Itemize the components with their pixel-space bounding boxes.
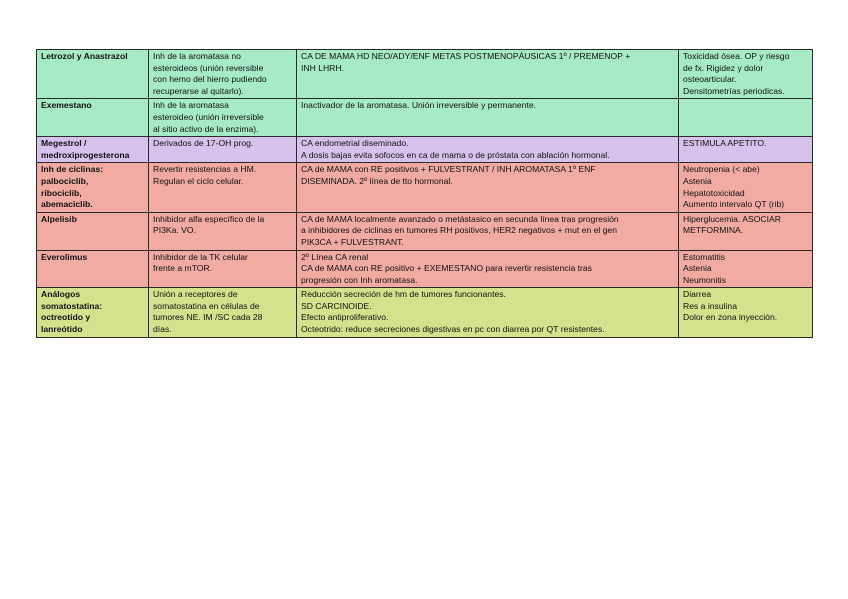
cell-line: frente a mTOR. (153, 263, 213, 274)
cell-line: octreotido y (41, 312, 91, 323)
cell-line: Hiperglucemia. ASOCIAR (683, 213, 781, 224)
cell-line: lanreótido (41, 324, 83, 335)
cell-line: Everolimus (41, 251, 88, 262)
cell-line: PI3Ka. VO. (153, 225, 196, 236)
cell-line: Toxicidad ósea. OP y riesgo (683, 51, 790, 61)
cell-line: PIK3CA + FULVESTRANT. (301, 236, 404, 247)
cell-line: Inhibidor de la TK celular (153, 251, 248, 262)
cell-line: Aumento intervalo QT (rib) (683, 199, 785, 210)
cell-line: palbociclib, (41, 175, 89, 186)
cell-line: Res a insulina (683, 300, 737, 311)
cell-line: Astenia (683, 175, 712, 186)
table-row-somatostatina (37, 288, 813, 337)
cell-line: METFORMINA. (683, 225, 744, 236)
cell-line: Dolor en zona inyección. (683, 312, 778, 323)
table-row-letrozol (37, 50, 813, 99)
cell-line: esteroideos (unión reversible (153, 62, 264, 73)
drug-name-cell (37, 50, 149, 99)
cell-line: Alpelisib (41, 213, 77, 224)
table-row-exemestano (37, 99, 813, 137)
indication-cell (297, 163, 679, 212)
cell-line: Neutropenia (< abe) (683, 164, 760, 175)
cell-line: Inh de ciclinas: (41, 164, 104, 175)
cell-line: CA de MAMA con RE positivos + FULVESTRANT / INH AROMATASA 1º ENF (301, 164, 596, 175)
adverse-effects-cell (679, 50, 813, 99)
cell-line: Letrozol y Anastrazol (41, 51, 128, 61)
cell-line: 2º Línea CA renal (301, 251, 369, 262)
cell-line: Astenia (683, 263, 712, 274)
mechanism-cell (149, 250, 297, 288)
cell-line: A dosis bajas evita sofocos en ca de mama o de próstata con ablación hormonal. (301, 149, 610, 160)
cell-line: Diarrea (683, 289, 712, 300)
drug-name-cell (37, 99, 149, 137)
cell-line: Reducción secreción de hm de tumores funcionantes. (301, 289, 506, 300)
cell-line: ESTIMULA APETITO. (683, 138, 767, 149)
cell-line: somatostatina en células de (153, 300, 260, 311)
cell-line: Megestrol / (41, 138, 87, 149)
cell-line: Unión a receptores de (153, 289, 238, 300)
table-row-everolimus (37, 250, 813, 288)
indication-cell (297, 250, 679, 288)
mechanism-cell (149, 212, 297, 250)
indication-cell (297, 50, 679, 99)
drug-name-cell (37, 163, 149, 212)
cell-line: recuperarse al quitarlo). (153, 85, 244, 96)
cell-line: Octeotrido: reduce secreciones digestivas en pc con diarrea por QT resistentes. (301, 324, 605, 335)
cell-line: somatostatina: (41, 300, 103, 311)
cell-line: con hemo del hierro pudiendo (153, 74, 267, 85)
cell-line: Inactivador de la aromatasa. Unión irreversible y permanente. (301, 100, 537, 111)
cell-line: abemaciclib. (41, 199, 93, 210)
mechanism-cell (149, 99, 297, 137)
cell-line: CA de MAMA con RE positivo + EXEMESTANO para revertir resistencia tras (301, 263, 592, 274)
cell-line: Hepatotoxicidad (683, 187, 745, 198)
drug-table-body (37, 50, 813, 338)
cell-line: Efecto antiproliferativo. (301, 312, 389, 323)
indication-cell (297, 288, 679, 337)
cell-line: tumores NE. IM /SC cada 28 (153, 312, 263, 323)
cell-line: CA endometrial diseminado. (301, 138, 409, 149)
mechanism-cell (149, 50, 297, 99)
cell-line: esteroideo (unión irreversible (153, 111, 264, 122)
cell-line: medroxiprogesterona (41, 149, 130, 160)
indication-cell (297, 99, 679, 137)
drug-name-cell (37, 250, 149, 288)
cell-line: CA de MAMA localmente avanzado o metástasico en secunda línea tras progresión (301, 213, 619, 224)
cell-line: Densitometrías periodicas. (683, 85, 785, 96)
adverse-effects-cell (679, 137, 813, 163)
cell-line: a inhibidores de ciclinas en tumores RH positivos, HER2 negativos + mut en el gen (301, 225, 617, 236)
cell-line: Regulan el ciclo celular. (153, 175, 244, 186)
cell-line: osteoarticular. (683, 74, 737, 85)
cell-line: ribociclib, (41, 187, 82, 198)
adverse-effects-cell (679, 99, 813, 137)
cell-line: INH LHRH. (301, 62, 344, 73)
mechanism-cell (149, 163, 297, 212)
table-row-ciclinas (37, 163, 813, 212)
adverse-effects-cell (679, 250, 813, 288)
indication-cell (297, 212, 679, 250)
cell-line: Revertir resistencias a HM. (153, 164, 257, 175)
drug-table (36, 49, 813, 338)
cell-line: Estomatitis (683, 251, 726, 262)
cell-line: SD CARCINOIDE. (301, 300, 372, 311)
table-row-alpelisib (37, 212, 813, 250)
cell-line: Inhibidor alfa específico de la (153, 213, 265, 224)
drug-name-cell (37, 212, 149, 250)
cell-line: días. (153, 324, 172, 335)
cell-line: Derivados de 17-OH prog. (153, 138, 254, 149)
cell-line: CA DE MAMA HD NEO/ADY/ENF METAS POSTMENOPÁUSICAS 1º / PREMENOP + (301, 51, 631, 61)
cell-line: Exemestano (41, 100, 92, 111)
adverse-effects-cell (679, 163, 813, 212)
cell-line: Neumonitis (683, 274, 726, 285)
cell-line: Análogos (41, 289, 81, 300)
cell-line: DISEMINADA. 2º línea de tto hormonal. (301, 175, 453, 186)
cell-line: al sitio activo de la enzima). (153, 123, 259, 134)
cell-line: Inh de la aromatasa no (153, 51, 241, 61)
table-row-megestrol (37, 137, 813, 163)
indication-cell (297, 137, 679, 163)
cell-line: Inh de la aromatasa (153, 100, 229, 111)
mechanism-cell (149, 288, 297, 337)
drug-name-cell (37, 288, 149, 337)
adverse-effects-cell (679, 288, 813, 337)
adverse-effects-cell (679, 212, 813, 250)
cell-line: de fx. Rigidez y dolor (683, 62, 764, 73)
drug-name-cell (37, 137, 149, 163)
mechanism-cell (149, 137, 297, 163)
cell-line: progresión con Inh aromatasa. (301, 274, 418, 285)
